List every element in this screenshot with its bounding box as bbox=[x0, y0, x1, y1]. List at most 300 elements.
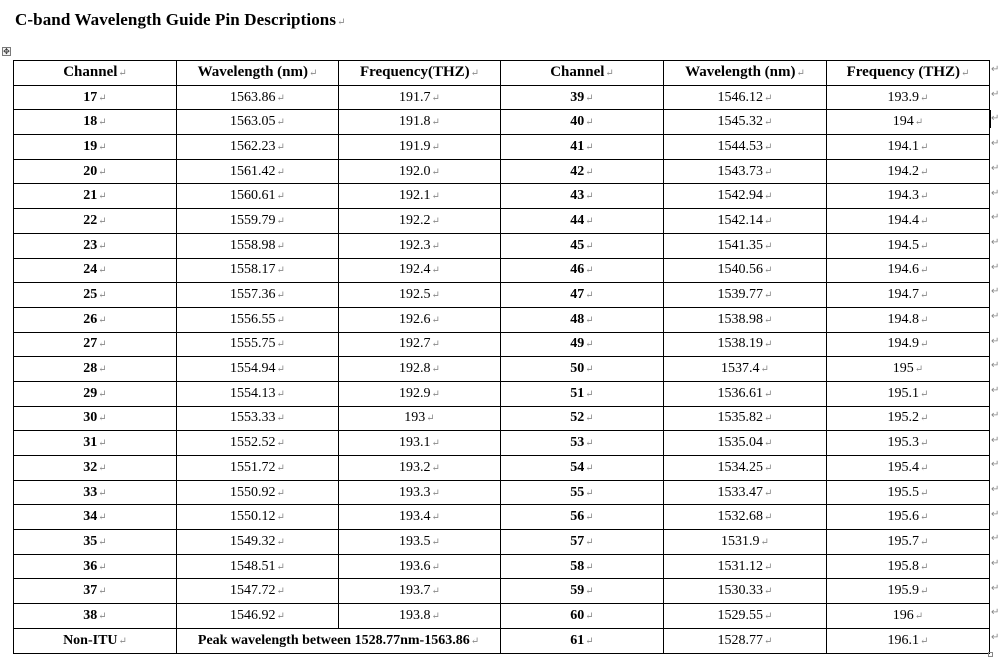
channel-cell bbox=[501, 431, 664, 456]
channel-cell bbox=[501, 530, 664, 555]
frequency-cell bbox=[827, 530, 990, 555]
wavelength-cell-text: 1546.12 bbox=[717, 89, 764, 105]
channel-cell-text: 21 bbox=[83, 188, 98, 204]
cell-mark: ↵ bbox=[431, 512, 440, 524]
wavelength-cell-text: 1563.05 bbox=[230, 114, 276, 130]
wavelength-cell bbox=[177, 579, 339, 604]
cell-mark: ↵ bbox=[276, 561, 285, 573]
cell-mark: ↵ bbox=[431, 610, 440, 622]
frequency-cell-text: 194.3 bbox=[887, 188, 920, 204]
channel-cell bbox=[501, 456, 664, 481]
wavelength-cell bbox=[664, 85, 827, 110]
cell-mark: ↵ bbox=[276, 462, 285, 474]
row-end-mark: ↵ bbox=[991, 385, 1000, 397]
header-frequency-2 bbox=[827, 61, 990, 86]
cell-mark: ↵ bbox=[585, 117, 594, 129]
cell-mark: ↵ bbox=[98, 561, 107, 573]
cell-mark: ↵ bbox=[764, 141, 773, 153]
channel-cell bbox=[14, 381, 177, 406]
frequency-cell bbox=[339, 283, 501, 308]
cell-mark: ↵ bbox=[98, 166, 107, 178]
frequency-cell bbox=[827, 159, 990, 184]
channel-cell-text: 24 bbox=[83, 262, 98, 278]
wavelength-cell bbox=[664, 579, 827, 604]
cell-mark: ↵ bbox=[98, 364, 107, 376]
cell-mark: ↵ bbox=[276, 339, 285, 351]
cell-mark: ↵ bbox=[764, 388, 773, 400]
wavelength-cell bbox=[664, 332, 827, 357]
frequency-cell-text: 193.2 bbox=[399, 459, 431, 475]
cell-mark: ↵ bbox=[764, 265, 773, 277]
cell-mark: ↵ bbox=[920, 191, 929, 203]
cell-mark: ↵ bbox=[276, 290, 285, 302]
cell-mark: ↵ bbox=[585, 635, 594, 647]
frequency-cell-text: 192.6 bbox=[399, 311, 431, 327]
frequency-cell-text: 194.7 bbox=[887, 287, 920, 303]
cell-mark: ↵ bbox=[98, 610, 107, 622]
row-end-mark: ↵ bbox=[991, 632, 1000, 644]
frequency-cell bbox=[827, 628, 990, 653]
cell-mark: ↵ bbox=[764, 215, 773, 227]
table-row bbox=[14, 159, 990, 184]
cell-mark: ↵ bbox=[605, 68, 614, 80]
channel-cell-text: 43 bbox=[570, 188, 585, 204]
frequency-cell bbox=[827, 381, 990, 406]
channel-cell bbox=[501, 480, 664, 505]
channel-cell-text: 58 bbox=[570, 558, 585, 574]
wavelength-cell bbox=[664, 135, 827, 160]
channel-cell bbox=[501, 283, 664, 308]
cell-mark: ↵ bbox=[920, 240, 929, 252]
row-end-mark: ↵ bbox=[991, 533, 1000, 545]
wavelength-cell-text: 1541.35 bbox=[717, 237, 764, 253]
wavelength-table bbox=[13, 60, 990, 654]
cell-mark: ↵ bbox=[914, 117, 924, 129]
wavelength-cell bbox=[177, 233, 339, 258]
non-itu-note bbox=[177, 628, 501, 653]
frequency-cell bbox=[827, 283, 990, 308]
wavelength-cell bbox=[177, 456, 339, 481]
channel-cell bbox=[501, 233, 664, 258]
channel-cell bbox=[14, 431, 177, 456]
wavelength-cell bbox=[664, 159, 827, 184]
channel-cell-text: 19 bbox=[83, 138, 98, 154]
cell-mark: ↵ bbox=[764, 290, 773, 302]
cell-mark: ↵ bbox=[98, 290, 107, 302]
cell-mark: ↵ bbox=[431, 487, 440, 499]
cell-mark: ↵ bbox=[585, 586, 594, 598]
frequency-cell bbox=[339, 381, 501, 406]
frequency-cell bbox=[827, 233, 990, 258]
cell-mark: ↵ bbox=[920, 314, 929, 326]
cell-mark: ↵ bbox=[276, 512, 285, 524]
cell-mark: ↵ bbox=[585, 561, 594, 573]
cell-mark: ↵ bbox=[764, 314, 773, 326]
wavelength-cell bbox=[177, 307, 339, 332]
cell-mark: ↵ bbox=[98, 117, 107, 129]
table-resize-handle[interactable] bbox=[988, 652, 993, 657]
cell-mark: ↵ bbox=[98, 215, 107, 227]
cell-mark: ↵ bbox=[920, 339, 929, 351]
table-row bbox=[14, 135, 990, 160]
frequency-cell-text: 191.9 bbox=[399, 138, 431, 154]
frequency-cell bbox=[339, 135, 501, 160]
table-row bbox=[14, 110, 990, 135]
frequency-cell-text: 192.1 bbox=[399, 188, 431, 204]
header-row bbox=[14, 61, 990, 86]
channel-cell-text: 35 bbox=[83, 533, 98, 549]
wavelength-cell bbox=[664, 381, 827, 406]
channel-cell bbox=[14, 258, 177, 283]
wavelength-cell bbox=[177, 332, 339, 357]
cell-mark: ↵ bbox=[920, 438, 929, 450]
row-end-mark: ↵ bbox=[991, 162, 1000, 174]
cell-mark: ↵ bbox=[920, 413, 929, 425]
row-end-mark: ↵ bbox=[991, 113, 1000, 125]
channel-cell-text: 50 bbox=[570, 361, 585, 377]
cell-mark: ↵ bbox=[276, 586, 285, 598]
cell-mark: ↵ bbox=[276, 413, 285, 425]
channel-cell bbox=[501, 209, 664, 234]
cell-mark: ↵ bbox=[920, 536, 929, 548]
frequency-cell-text: 192.8 bbox=[399, 361, 431, 377]
channel-cell bbox=[14, 554, 177, 579]
channel-cell-text: 39 bbox=[570, 89, 585, 105]
cell-mark: ↵ bbox=[276, 388, 285, 400]
cell-mark: ↵ bbox=[431, 92, 440, 104]
channel-cell bbox=[14, 530, 177, 555]
wavelength-cell bbox=[664, 554, 827, 579]
frequency-cell bbox=[339, 307, 501, 332]
channel-cell bbox=[501, 357, 664, 382]
header-wavelength-2-text: Wavelength (nm) bbox=[685, 64, 796, 81]
frequency-cell-text: 195.2 bbox=[887, 410, 920, 426]
channel-cell bbox=[14, 579, 177, 604]
cell-mark: ↵ bbox=[276, 487, 285, 499]
cell-mark: ↵ bbox=[431, 240, 440, 252]
table-row bbox=[14, 406, 990, 431]
frequency-cell-text: 195.1 bbox=[887, 385, 920, 401]
channel-cell-text: 41 bbox=[570, 138, 585, 154]
channel-cell-text: 28 bbox=[83, 361, 98, 377]
channel-cell bbox=[14, 307, 177, 332]
cell-mark: ↵ bbox=[764, 413, 773, 425]
frequency-cell-text: 194 bbox=[892, 114, 914, 130]
frequency-cell bbox=[339, 184, 501, 209]
frequency-cell-text: 195.7 bbox=[887, 533, 920, 549]
wavelength-cell bbox=[664, 184, 827, 209]
table-row bbox=[14, 579, 990, 604]
frequency-cell-text: 196 bbox=[892, 607, 914, 623]
wavelength-cell-text: 1557.36 bbox=[230, 287, 276, 303]
channel-cell bbox=[14, 505, 177, 530]
cell-mark: ↵ bbox=[585, 314, 594, 326]
wavelength-cell bbox=[177, 110, 339, 135]
wavelength-cell bbox=[664, 233, 827, 258]
cell-mark: ↵ bbox=[585, 265, 594, 277]
cell-mark: ↵ bbox=[585, 462, 594, 474]
cell-mark: ↵ bbox=[118, 635, 127, 647]
frequency-cell bbox=[339, 579, 501, 604]
frequency-cell-text: 192.3 bbox=[399, 237, 431, 253]
frequency-cell bbox=[827, 332, 990, 357]
cell-mark: ↵ bbox=[98, 191, 107, 203]
cell-mark: ↵ bbox=[920, 166, 929, 178]
wavelength-cell bbox=[177, 209, 339, 234]
wavelength-cell-text: 1552.52 bbox=[230, 435, 276, 451]
wavelength-cell-text: 1562.23 bbox=[230, 138, 276, 154]
wavelength-cell-text: 1556.55 bbox=[230, 311, 276, 327]
table-row bbox=[14, 85, 990, 110]
wavelength-cell-text: 1531.9 bbox=[721, 533, 760, 549]
channel-cell-text: 46 bbox=[570, 262, 585, 278]
wavelength-cell-text: 1542.14 bbox=[717, 212, 764, 228]
cell-mark: ↵ bbox=[98, 314, 107, 326]
cell-mark: ↵ bbox=[920, 92, 929, 104]
channel-cell-text: 49 bbox=[570, 336, 585, 352]
header-wavelength-text: Wavelength (nm) bbox=[197, 64, 309, 81]
wavelength-cell-text: 1530.33 bbox=[717, 583, 764, 599]
cell-mark: ↵ bbox=[98, 265, 107, 277]
frequency-cell-text: 196.1 bbox=[887, 632, 920, 648]
channel-cell-text: 47 bbox=[570, 287, 585, 303]
table-row bbox=[14, 184, 990, 209]
channel-cell-text: 30 bbox=[83, 410, 98, 426]
table-row bbox=[14, 258, 990, 283]
channel-cell-text: 61 bbox=[570, 632, 585, 648]
wavelength-cell-text: 1549.32 bbox=[230, 533, 276, 549]
table-row bbox=[14, 480, 990, 505]
cell-mark: ↵ bbox=[764, 117, 773, 129]
channel-cell bbox=[14, 406, 177, 431]
cell-mark: ↵ bbox=[920, 141, 929, 153]
channel-cell-text: 29 bbox=[83, 385, 98, 401]
cell-mark: ↵ bbox=[920, 462, 929, 474]
cell-mark: ↵ bbox=[276, 166, 285, 178]
channel-cell bbox=[501, 184, 664, 209]
row-end-mark: ↵ bbox=[991, 261, 1000, 273]
cell-mark: ↵ bbox=[920, 290, 929, 302]
cell-mark: ↵ bbox=[431, 561, 440, 573]
frequency-cell bbox=[827, 184, 990, 209]
wavelength-cell-text: 1559.79 bbox=[230, 212, 276, 228]
cell-mark: ↵ bbox=[118, 68, 127, 80]
channel-cell bbox=[501, 159, 664, 184]
wavelength-cell-text: 1554.94 bbox=[230, 361, 276, 377]
cell-mark: ↵ bbox=[98, 536, 107, 548]
cell-mark: ↵ bbox=[470, 635, 480, 647]
channel-cell-text: 31 bbox=[83, 435, 98, 451]
cell-mark: ↵ bbox=[585, 487, 594, 499]
channel-cell-text: 54 bbox=[570, 459, 585, 475]
wavelength-cell-text: 1529.55 bbox=[717, 607, 764, 623]
frequency-cell-text: 195.8 bbox=[887, 558, 920, 574]
document-title: C-band Wavelength Guide Pin Descriptions↵ bbox=[15, 10, 346, 29]
cell-mark: ↵ bbox=[431, 314, 440, 326]
channel-cell-text: 48 bbox=[570, 311, 585, 327]
cell-mark: ↵ bbox=[764, 487, 773, 499]
cell-mark: ↵ bbox=[431, 462, 440, 474]
cell-mark: ↵ bbox=[98, 388, 107, 400]
channel-cell bbox=[501, 332, 664, 357]
row-end-mark: ↵ bbox=[991, 434, 1000, 446]
frequency-cell-text: 191.7 bbox=[399, 89, 431, 105]
frequency-cell bbox=[827, 357, 990, 382]
cell-mark: ↵ bbox=[920, 512, 929, 524]
table-row bbox=[14, 357, 990, 382]
channel-cell-text: 22 bbox=[83, 212, 98, 228]
row-end-mark: ↵ bbox=[991, 607, 1000, 619]
wavelength-cell bbox=[664, 456, 827, 481]
wavelength-cell bbox=[664, 431, 827, 456]
row-end-mark: ↵ bbox=[991, 236, 1000, 248]
frequency-cell bbox=[339, 406, 501, 431]
frequency-cell-text: 194.8 bbox=[887, 311, 920, 327]
non-itu-label bbox=[14, 628, 177, 653]
row-end-mark: ↵ bbox=[991, 64, 1000, 75]
wavelength-cell-text: 1563.86 bbox=[230, 89, 276, 105]
wavelength-cell-text: 1547.72 bbox=[230, 583, 276, 599]
table-row bbox=[14, 530, 990, 555]
cell-mark: ↵ bbox=[585, 438, 594, 450]
channel-cell-text: 23 bbox=[83, 237, 98, 253]
cell-mark: ↵ bbox=[920, 215, 929, 227]
channel-cell-text: 36 bbox=[83, 558, 98, 574]
cell-mark: ↵ bbox=[760, 536, 769, 548]
cell-mark: ↵ bbox=[276, 117, 285, 129]
frequency-cell bbox=[339, 456, 501, 481]
channel-cell-text: 60 bbox=[570, 607, 585, 623]
wavelength-cell bbox=[664, 480, 827, 505]
channel-cell bbox=[501, 505, 664, 530]
cell-mark: ↵ bbox=[585, 536, 594, 548]
frequency-cell bbox=[827, 505, 990, 530]
channel-cell-text: 40 bbox=[570, 114, 585, 130]
cell-mark: ↵ bbox=[276, 92, 285, 104]
wavelength-cell-text: 1540.56 bbox=[717, 262, 764, 278]
frequency-cell bbox=[827, 480, 990, 505]
channel-cell bbox=[14, 332, 177, 357]
frequency-cell bbox=[827, 85, 990, 110]
wavelength-cell-text: 1543.73 bbox=[717, 163, 764, 179]
frequency-cell-text: 195.3 bbox=[887, 435, 920, 451]
cell-mark: ↵ bbox=[764, 462, 773, 474]
cell-mark: ↵ bbox=[920, 635, 929, 647]
channel-cell-text: 25 bbox=[83, 287, 98, 303]
channel-cell-text: 59 bbox=[570, 583, 585, 599]
cell-mark: ↵ bbox=[585, 364, 594, 376]
frequency-cell-text: 195.6 bbox=[887, 509, 920, 525]
frequency-cell bbox=[339, 332, 501, 357]
channel-cell-text: 18 bbox=[83, 114, 98, 130]
channel-cell-text: 55 bbox=[570, 484, 585, 500]
row-end-mark: ↵ bbox=[991, 212, 1000, 224]
channel-cell bbox=[14, 456, 177, 481]
row-end-mark: ↵ bbox=[991, 286, 1000, 298]
cell-mark: ↵ bbox=[98, 92, 107, 104]
row-end-mark: ↵ bbox=[991, 360, 1000, 372]
frequency-cell bbox=[827, 579, 990, 604]
cell-mark: ↵ bbox=[764, 166, 773, 178]
frequency-cell-text: 192.4 bbox=[399, 262, 431, 278]
channel-cell bbox=[501, 579, 664, 604]
frequency-cell-text: 194.5 bbox=[887, 237, 920, 253]
frequency-cell bbox=[827, 209, 990, 234]
cell-mark: ↵ bbox=[764, 610, 773, 622]
table-move-handle-icon[interactable]: ✥ bbox=[3, 47, 10, 56]
cell-mark: ↵ bbox=[276, 215, 285, 227]
frequency-cell-text: 194.6 bbox=[887, 262, 920, 278]
frequency-cell-text: 193.7 bbox=[399, 583, 431, 599]
frequency-cell-text: 192.0 bbox=[399, 163, 431, 179]
frequency-cell-text: 193.8 bbox=[399, 607, 431, 623]
frequency-cell bbox=[339, 554, 501, 579]
cell-mark: ↵ bbox=[470, 68, 480, 80]
channel-cell-text: 56 bbox=[570, 509, 585, 525]
cell-mark: ↵ bbox=[431, 586, 440, 598]
table-row bbox=[14, 554, 990, 579]
wavelength-cell bbox=[177, 357, 339, 382]
wavelength-cell-text: 1535.82 bbox=[717, 410, 764, 426]
channel-cell-text: 51 bbox=[570, 385, 585, 401]
cell-mark: ↵ bbox=[431, 265, 440, 277]
channel-cell-text: 52 bbox=[570, 410, 585, 426]
cell-mark: ↵ bbox=[764, 438, 773, 450]
channel-cell bbox=[501, 110, 664, 135]
wavelength-cell bbox=[177, 406, 339, 431]
wavelength-cell-text: 1555.75 bbox=[230, 336, 276, 352]
channel-cell-text: 57 bbox=[570, 533, 585, 549]
cell-mark: ↵ bbox=[764, 339, 773, 351]
table-row bbox=[14, 332, 990, 357]
cell-mark: ↵ bbox=[914, 364, 924, 376]
wavelength-cell-text: 1558.98 bbox=[230, 237, 276, 253]
wavelength-cell bbox=[177, 85, 339, 110]
wavelength-cell-text: 1546.92 bbox=[230, 607, 276, 623]
channel-cell-text: 42 bbox=[570, 163, 585, 179]
cell-mark: ↵ bbox=[764, 635, 773, 647]
row-end-mark: ↵ bbox=[991, 409, 1000, 421]
frequency-cell-text: 191.8 bbox=[399, 114, 431, 130]
channel-cell bbox=[501, 258, 664, 283]
header-channel-2 bbox=[501, 61, 664, 86]
frequency-cell bbox=[827, 110, 990, 135]
channel-cell-text: 34 bbox=[83, 509, 98, 525]
wavelength-cell bbox=[177, 604, 339, 629]
wavelength-cell bbox=[664, 307, 827, 332]
table-row bbox=[14, 307, 990, 332]
wavelength-cell bbox=[177, 381, 339, 406]
header-frequency-2-text: Frequency (THZ) bbox=[846, 64, 961, 81]
cell-mark: ↵ bbox=[585, 388, 594, 400]
channel-cell bbox=[14, 233, 177, 258]
cell-mark: ↵ bbox=[764, 240, 773, 252]
frequency-cell-text: 194.9 bbox=[887, 336, 920, 352]
channel-cell bbox=[501, 604, 664, 629]
cell-mark: ↵ bbox=[585, 512, 594, 524]
cell-mark: ↵ bbox=[585, 166, 594, 178]
cell-mark: ↵ bbox=[98, 339, 107, 351]
wavelength-cell-text: 1550.12 bbox=[230, 509, 276, 525]
frequency-cell bbox=[339, 209, 501, 234]
frequency-cell bbox=[339, 505, 501, 530]
cell-mark: ↵ bbox=[276, 240, 285, 252]
channel-cell-text: 53 bbox=[570, 435, 585, 451]
wavelength-cell-text: 1534.25 bbox=[717, 459, 764, 475]
text-cursor bbox=[990, 110, 991, 128]
wavelength-cell-text: 1544.53 bbox=[717, 138, 764, 154]
channel-cell bbox=[501, 554, 664, 579]
